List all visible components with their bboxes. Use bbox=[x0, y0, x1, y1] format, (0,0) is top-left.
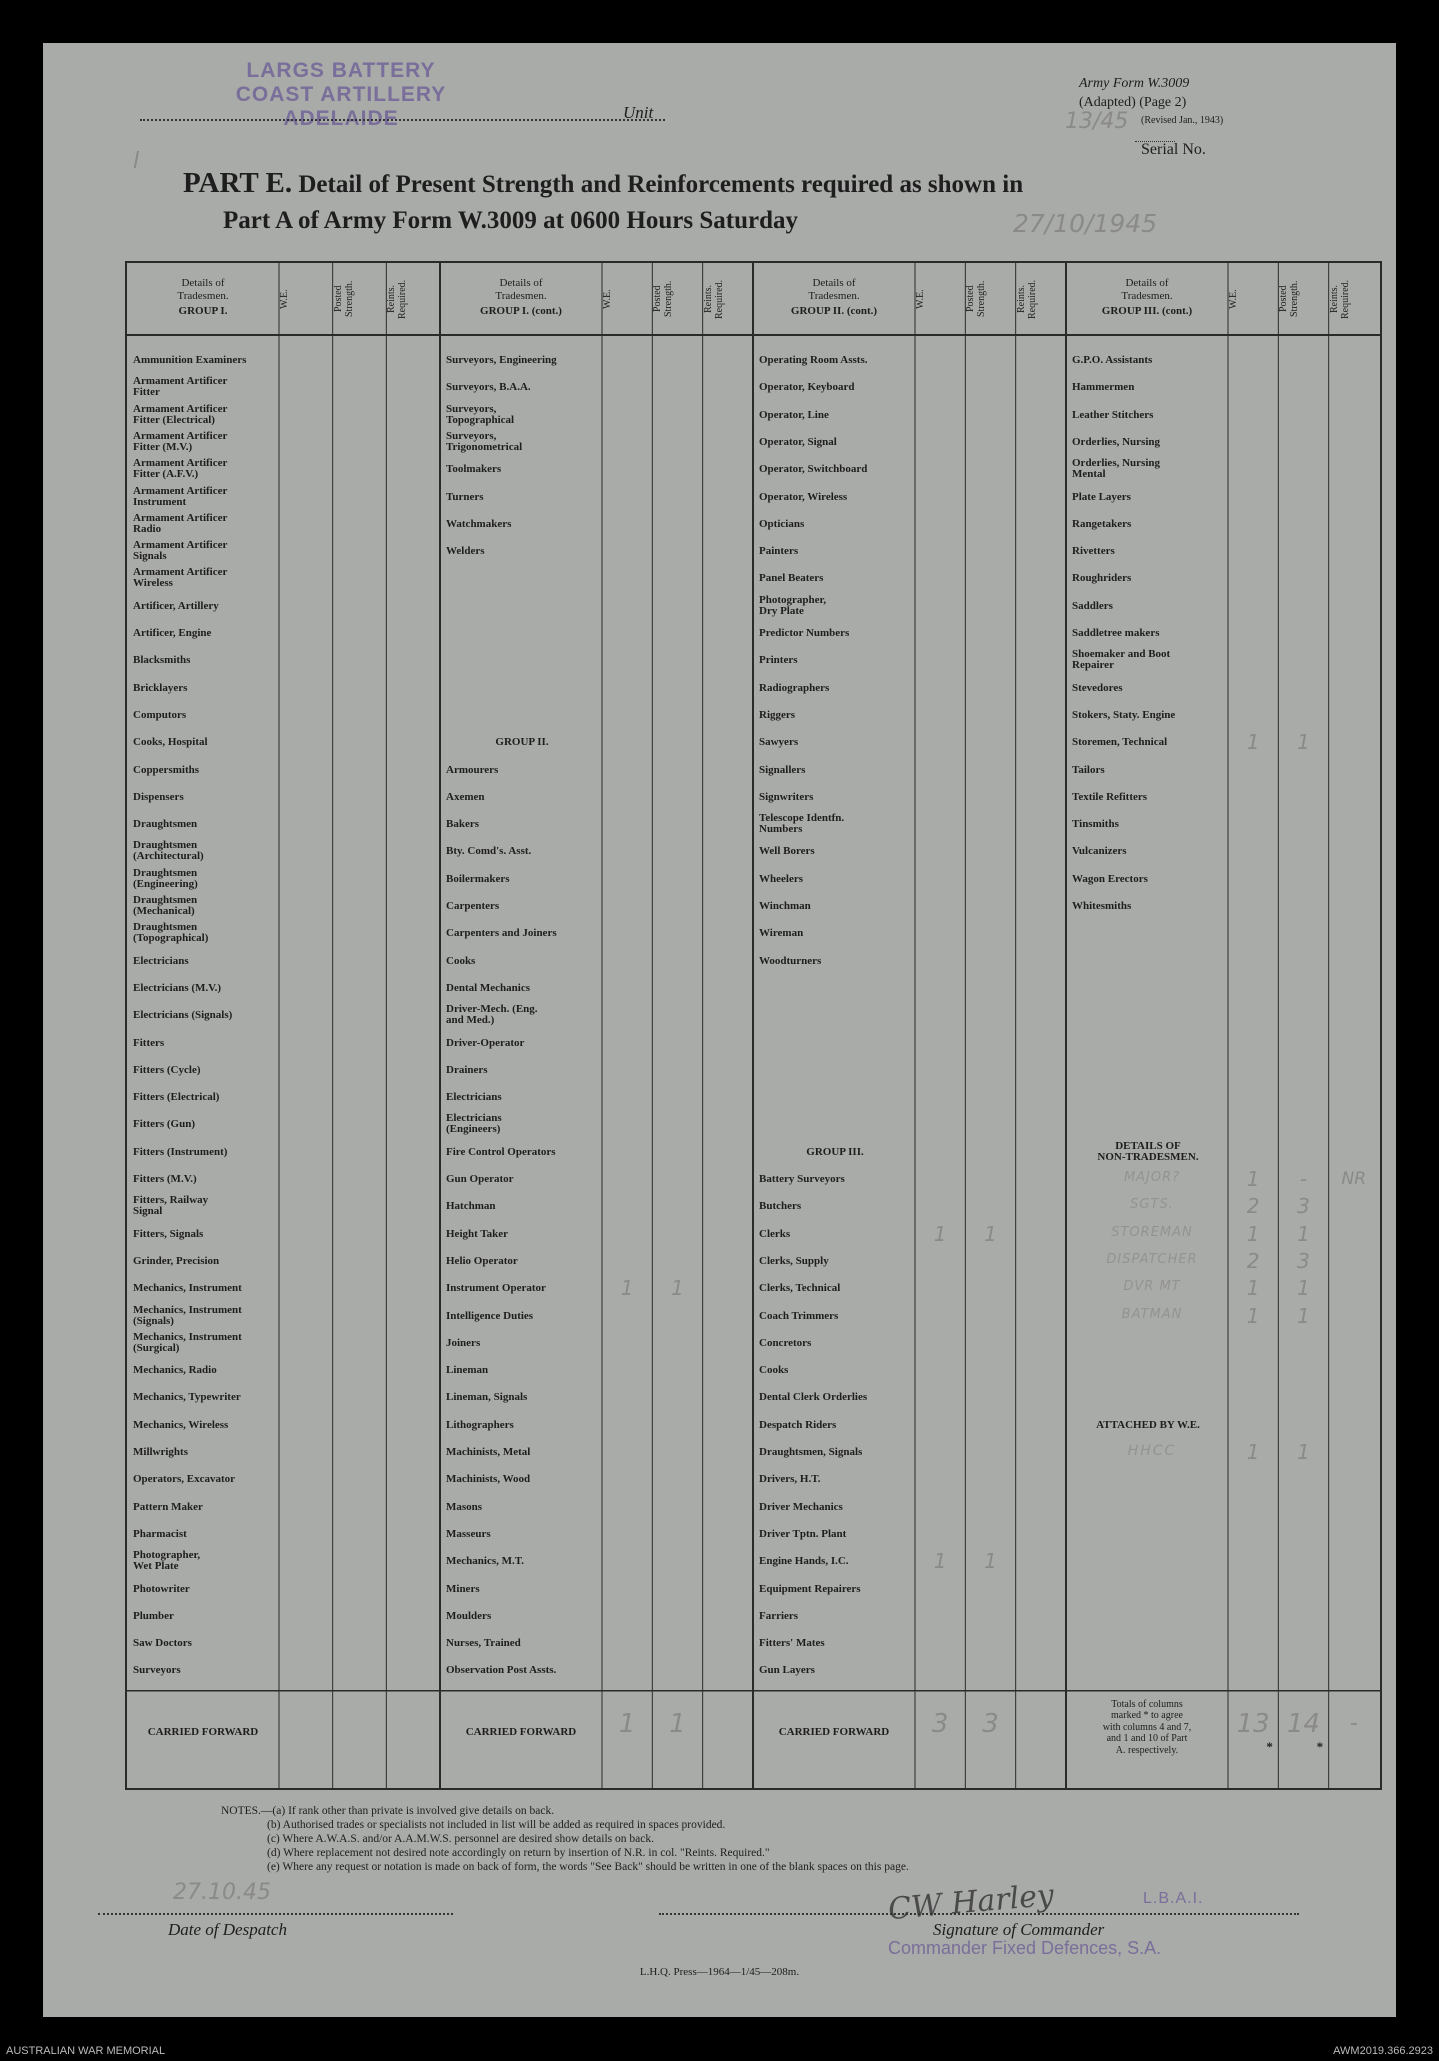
engine-hands-we: 1 bbox=[933, 1549, 947, 1574]
trade-row-label: Drivers, H.T. bbox=[759, 1473, 821, 1486]
trade-row-label: Farriers bbox=[759, 1609, 799, 1622]
group-header-label: GROUP II. (cont.) bbox=[790, 305, 878, 317]
nontradesman-ps: - bbox=[1299, 1167, 1308, 1191]
trade-row-label: Stevedores bbox=[1072, 681, 1123, 694]
signature-label: Signature of Commander bbox=[933, 1920, 1105, 1939]
nontradesman-name: MAJOR? bbox=[1123, 1170, 1181, 1185]
trade-row-label: Fitters (Electrical) bbox=[133, 1091, 220, 1104]
cf-group1-ps: 1 bbox=[669, 1708, 686, 1739]
despatch-line bbox=[98, 1913, 453, 1915]
trade-row-label: Artificer, Engine bbox=[133, 627, 212, 639]
trade-row-label: Surveyors bbox=[133, 1664, 181, 1677]
trade-row-label: Bricklayers bbox=[133, 681, 188, 694]
column-header-reints: Reints. Required. bbox=[702, 279, 725, 319]
nontradesman-ps: 1 bbox=[1297, 1221, 1310, 1246]
trade-row-label: Signwriters bbox=[759, 790, 814, 803]
trade-row-label: Draughtsmen bbox=[133, 818, 198, 831]
trade-row-label: Opticians bbox=[759, 517, 805, 530]
trade-row-label: Draughtsmen (Topographical) bbox=[133, 921, 209, 945]
trade-row-label: Miners bbox=[446, 1582, 480, 1595]
trade-row-label: Photographer, Wet Plate bbox=[133, 1549, 201, 1573]
trade-row-label: Dental Mechanics bbox=[446, 981, 531, 994]
instrument-operator-we: 1 bbox=[620, 1276, 634, 1301]
trade-row-label: Operator, Signal bbox=[759, 435, 837, 448]
trade-row-label: Observation Post Assts. bbox=[446, 1664, 557, 1677]
archive-left: AUSTRALIAN WAR MEMORIAL bbox=[6, 2045, 166, 2057]
serial-value: 13/45 bbox=[1065, 109, 1129, 134]
trade-row-label: Saddletree makers bbox=[1072, 627, 1160, 639]
trade-row-label: Surveyors, Trigonometrical bbox=[446, 429, 523, 453]
trade-row-label: Lineman bbox=[446, 1364, 489, 1377]
cf-group3-reints: - bbox=[1349, 1710, 1358, 1736]
cf-group3-we: 13 bbox=[1236, 1708, 1270, 1739]
attached-name: HHCC bbox=[1127, 1443, 1177, 1459]
trade-header-label: Details of Tradesmen. bbox=[1121, 277, 1173, 302]
clerks-ps: 1 bbox=[984, 1221, 997, 1246]
column-header-trade bbox=[440, 277, 602, 318]
trade-row-label: Blacksmiths bbox=[133, 654, 191, 667]
trade-row-label: Bty. Comd's. Asst. bbox=[446, 845, 532, 858]
trade-row-label: Plate Layers bbox=[1072, 490, 1131, 503]
trade-row-label: Coach Trimmers bbox=[759, 1309, 839, 1322]
clerks-we: 1 bbox=[933, 1221, 947, 1246]
trade-row-label: Coppersmiths bbox=[133, 763, 200, 776]
title-line2 bbox=[223, 207, 798, 235]
trade-row-label: Orderlies, Nursing bbox=[1072, 435, 1160, 448]
trade-row-label: Grinder, Precision bbox=[133, 1254, 220, 1267]
trade-row-label: Signallers bbox=[759, 763, 806, 776]
trade-row-label: Tinsmiths bbox=[1072, 818, 1119, 831]
trade-row-label: Armourers bbox=[446, 763, 499, 776]
signature-line bbox=[659, 1913, 1299, 1915]
trade-row-label: Hatchman bbox=[446, 1200, 496, 1213]
note-b: (b) Authorised trades or specialists not included in list will be added as required in spaces provided. bbox=[267, 1819, 726, 1831]
trade-row-label: Rangetakers bbox=[1072, 517, 1132, 530]
attached-we: 1 bbox=[1246, 1440, 1260, 1464]
trade-row-label: Battery Surveyors bbox=[759, 1173, 845, 1185]
trade-header-label: Details of Tradesmen. bbox=[495, 277, 547, 302]
trade-row-label: Surveyors, Engineering bbox=[446, 354, 557, 366]
archive-right: AWM2019.366.2923 bbox=[1333, 2045, 1433, 2057]
trade-row-label: Riggers bbox=[759, 708, 796, 721]
storemen-ps: 1 bbox=[1297, 730, 1310, 755]
trade-row-label: Artificer, Artillery bbox=[133, 599, 219, 612]
trade-row-label: Engine Hands, I.C. bbox=[759, 1555, 849, 1568]
trade-row-label: Boilermakers bbox=[446, 872, 510, 885]
trade-row-label: Fitters, Railway Signal bbox=[133, 1194, 209, 1218]
nontradesman-ps: 3 bbox=[1297, 1194, 1310, 1219]
trade-row-label: Draughtsmen (Architectural) bbox=[133, 839, 204, 863]
group-header-label: GROUP I. bbox=[178, 305, 228, 317]
trade-row-label: Operator, Line bbox=[759, 408, 829, 421]
cf-group2-we: 3 bbox=[931, 1708, 949, 1739]
nontradesman-ps: 1 bbox=[1297, 1303, 1310, 1328]
trade-row-label: Masons bbox=[446, 1500, 483, 1513]
trade-row-label: Bakers bbox=[446, 818, 479, 831]
trade-row-label: Clerks, Supply bbox=[759, 1254, 829, 1267]
trade-row-label: Tailors bbox=[1072, 763, 1105, 776]
title-text-1: Detail of Present Strength and Reinforcements required as shown in bbox=[298, 171, 1024, 198]
trade-row-label: Fitters (Gun) bbox=[133, 1118, 196, 1131]
trade-row-label: Operator, Wireless bbox=[759, 490, 848, 503]
trade-header-label: Details of Tradesmen. bbox=[177, 277, 229, 302]
trade-row-label: G.P.O. Assistants bbox=[1072, 354, 1153, 366]
strength-table bbox=[125, 261, 1382, 1790]
nontradesman-ps: 1 bbox=[1297, 1276, 1310, 1301]
trade-row-label: Dispensers bbox=[133, 790, 184, 803]
trade-row-label: Stokers, Staty. Engine bbox=[1072, 708, 1176, 721]
trade-row-label: Surveyors, Topographical bbox=[446, 402, 515, 426]
trade-row-label: Drainers bbox=[446, 1063, 488, 1076]
form-adapted: (Adapted) (Page 2) bbox=[1079, 95, 1187, 110]
trade-row-label: Machinists, Metal bbox=[446, 1446, 531, 1458]
trade-row-label: ATTACHED BY W.E. bbox=[1096, 1418, 1200, 1431]
trade-row-label: Axemen bbox=[446, 790, 485, 803]
trade-row-label: Radiographers bbox=[759, 681, 830, 694]
trade-row-label: Armament Artificer Wireless bbox=[133, 566, 228, 590]
engine-hands-ps: 1 bbox=[984, 1549, 997, 1574]
trade-row-label: Draughtsmen, Signals bbox=[759, 1446, 863, 1458]
attached-ps: 1 bbox=[1297, 1440, 1310, 1464]
commander-stamp-line2: Commander Fixed Defences, S.A. bbox=[888, 1938, 1162, 1958]
trade-row-label: Armament Artificer Instrument bbox=[133, 484, 228, 508]
trade-row-label: Surveyors, B.A.A. bbox=[446, 381, 531, 394]
form-name: Army Form W.3009 bbox=[1079, 76, 1190, 91]
trade-row-label: Fitters, Signals bbox=[133, 1227, 204, 1240]
title-text-2: Part A of Army Form W.3009 at 0600 Hours Saturday bbox=[223, 207, 798, 234]
trade-row-label: Computors bbox=[133, 708, 187, 721]
column-header-we: W.E. bbox=[1228, 289, 1239, 309]
trade-row-label: Electricians (Engineers) bbox=[446, 1112, 502, 1136]
trade-row-label: Concretors bbox=[759, 1336, 812, 1349]
trade-row-label: Millwrights bbox=[133, 1446, 188, 1458]
cf-group1-we: 1 bbox=[618, 1708, 636, 1739]
trade-row-label: Height Taker bbox=[446, 1227, 509, 1240]
trade-row-label: Wagon Erectors bbox=[1072, 872, 1148, 885]
trade-row-label: Storemen, Technical bbox=[1072, 736, 1168, 749]
nontradesman-ps: 3 bbox=[1297, 1248, 1310, 1273]
trade-row-label: Pharmacist bbox=[133, 1527, 187, 1540]
nontradesman-we: 2 bbox=[1246, 1194, 1260, 1219]
trade-row-label: Cooks bbox=[759, 1364, 789, 1377]
carried-forward-label: CARRIED FORWARD bbox=[147, 1725, 259, 1738]
trade-row-label: Rivetters bbox=[1072, 545, 1115, 558]
trade-row-label: Telescope Identfn. Numbers bbox=[759, 812, 845, 836]
total-asterisk: * bbox=[1316, 1738, 1324, 1754]
trade-row-label: Gun Operator bbox=[446, 1173, 514, 1185]
group-header-label: GROUP I. (cont.) bbox=[480, 305, 562, 317]
trade-row-label: GROUP III. bbox=[806, 1145, 864, 1158]
trade-row-label: Pattern Maker bbox=[133, 1500, 203, 1513]
title-line1 bbox=[183, 167, 1023, 200]
trade-row-label: Carpenters bbox=[446, 900, 500, 912]
trade-row-label: Winchman bbox=[759, 900, 811, 912]
trade-row-label: Moulders bbox=[446, 1609, 492, 1622]
trade-row-label: Equipment Repairers bbox=[759, 1582, 861, 1595]
trade-header-label: Details of Tradesmen. bbox=[808, 277, 860, 302]
trade-row-label: Orderlies, Nursing Mental bbox=[1072, 457, 1160, 481]
trade-row-label: Armament Artificer Fitter (A.F.V.) bbox=[133, 457, 228, 481]
trade-row-label: Fitters (Cycle) bbox=[133, 1063, 201, 1076]
title-date bbox=[1013, 209, 1157, 239]
column-header-we: W.E. bbox=[915, 289, 926, 309]
trade-row-label: Printers bbox=[759, 654, 798, 667]
unit-stamp-line1: LARGS BATTERY bbox=[246, 59, 436, 82]
margin-mark: l bbox=[133, 149, 140, 174]
column-header-posted: Posted Strength. bbox=[1278, 280, 1301, 318]
trade-row-label: Mechanics, Instrument bbox=[133, 1282, 242, 1295]
trade-row-label: Draughtsmen (Engineering) bbox=[133, 866, 198, 890]
trade-row-label: Mechanics, Wireless bbox=[133, 1418, 229, 1431]
nontradesman-we: 1 bbox=[1246, 1276, 1260, 1301]
trade-row-label: Saddlers bbox=[1072, 599, 1113, 612]
trade-row-label: Wireman bbox=[759, 927, 804, 940]
trade-row-label: Electricians (Signals) bbox=[133, 1009, 233, 1022]
nontradesman-we: 2 bbox=[1246, 1248, 1260, 1273]
trade-row-label: Lithographers bbox=[446, 1418, 514, 1431]
trade-row-label: Operators, Excavator bbox=[133, 1473, 236, 1486]
trade-row-label: Driver-Operator bbox=[446, 1036, 525, 1049]
trade-row-label: Armament Artificer Radio bbox=[133, 511, 228, 535]
note-e: (e) Where any request or notation is made on back of form, the words "See Back" should be written in one of the blank spaces on this page. bbox=[267, 1861, 909, 1873]
trade-row-label: Electricians bbox=[133, 954, 189, 967]
trade-row-label: Fire Control Operators bbox=[446, 1145, 556, 1158]
group-header-label: GROUP III. (cont.) bbox=[1101, 305, 1193, 317]
trade-row-label: Armament Artificer Signals bbox=[133, 539, 228, 563]
note-a: NOTES.—(a) If rank other than private is involved give details on back. bbox=[221, 1805, 555, 1817]
trade-row-label: Driver-Mech. (Eng. and Med.) bbox=[446, 1003, 538, 1027]
commander-stamp-line1: L.B.A.I. bbox=[1143, 1890, 1204, 1907]
trade-row-label: DETAILS OF NON-TRADESMEN. bbox=[1097, 1139, 1199, 1163]
column-header-posted: Posted Strength. bbox=[332, 280, 355, 318]
trade-row-label: Photographer, Dry Plate bbox=[759, 593, 827, 617]
trade-row-label: Shoemaker and Boot Repairer bbox=[1072, 648, 1171, 672]
trade-row-label: Instrument Operator bbox=[446, 1282, 546, 1295]
trade-row-label: Machinists, Wood bbox=[446, 1473, 531, 1486]
column-header-trade bbox=[127, 277, 279, 318]
trade-row-label: Mechanics, M.T. bbox=[446, 1555, 525, 1568]
trade-row-label: Intelligence Duties bbox=[446, 1309, 534, 1322]
trade-row-label: Watchmakers bbox=[446, 517, 512, 530]
column-header-we: W.E. bbox=[602, 289, 613, 309]
serial-label: Serial No. bbox=[1141, 141, 1206, 158]
trade-row-label: Wheelers bbox=[759, 872, 803, 885]
column-header-reints: Reints. Required. bbox=[1015, 279, 1038, 319]
trade-row-label: Roughriders bbox=[1072, 572, 1132, 585]
press-mark: L.H.Q. Press—1964—1/45—208m. bbox=[639, 1966, 800, 1978]
nontradesman-we: 1 bbox=[1246, 1167, 1260, 1191]
cf-group3-ps: 14 bbox=[1286, 1708, 1321, 1739]
trade-row-label: Well Borers bbox=[759, 845, 815, 858]
trade-row-label: Driver Mechanics bbox=[759, 1500, 843, 1513]
trade-row-label: Nurses, Trained bbox=[446, 1637, 521, 1650]
trade-row-label: Draughtsmen (Mechanical) bbox=[133, 894, 198, 917]
notes-block bbox=[221, 1804, 909, 1874]
note-d: (d) Where replacement not desired note accordingly on return by insertion of N.R. in col. "Reints. Required." bbox=[267, 1847, 770, 1859]
trade-row-label: Helio Operator bbox=[446, 1254, 518, 1267]
total-asterisk: * bbox=[1266, 1738, 1273, 1754]
column-header-reints: Reints. Required. bbox=[1328, 279, 1351, 319]
trade-row-label: Operator, Switchboard bbox=[759, 463, 868, 476]
trade-row-label: Predictor Numbers bbox=[759, 627, 850, 639]
trade-row-label: Masseurs bbox=[446, 1527, 491, 1540]
trade-row-label: Armament Artificer Fitter (M.V.) bbox=[133, 429, 228, 453]
column-header-posted: Posted Strength. bbox=[652, 280, 675, 318]
trade-row-label: Photowriter bbox=[133, 1582, 190, 1595]
trade-row-label: Lineman, Signals bbox=[446, 1391, 528, 1404]
despatch-date: 27.10.45 bbox=[173, 1880, 271, 1905]
trade-row-label: Cooks, Hospital bbox=[133, 736, 208, 749]
column-header-trade bbox=[1066, 277, 1228, 318]
trade-row-label: Hammermen bbox=[1072, 381, 1135, 394]
cf-group2-ps: 3 bbox=[982, 1708, 999, 1739]
trade-row-label: Welders bbox=[446, 545, 485, 558]
form-page bbox=[43, 43, 1396, 2017]
trade-row-label: Plumber bbox=[133, 1609, 174, 1622]
trade-row-label: Turners bbox=[446, 490, 484, 503]
trade-row-label: Mechanics, Radio bbox=[133, 1364, 217, 1377]
title-date-value: 27/10/194 bbox=[1013, 209, 1142, 238]
form-revised: (Revised Jan., 1943) bbox=[1141, 115, 1224, 126]
trade-row-label: Leather Stitchers bbox=[1072, 408, 1154, 421]
trade-row-label: GROUP II. bbox=[495, 736, 549, 749]
nontradesman-reints: NR bbox=[1341, 1169, 1367, 1189]
trade-row-label: Whitesmiths bbox=[1072, 900, 1132, 912]
nontradesman-name: DVR MT bbox=[1123, 1279, 1181, 1295]
nontradesman-name: DISPATCHER bbox=[1106, 1251, 1198, 1267]
column-header-posted: Posted Strength. bbox=[965, 280, 988, 318]
trade-row-label: Saw Doctors bbox=[133, 1637, 192, 1650]
commander-signature: CW Harley bbox=[886, 1877, 1056, 1928]
trade-row-label: Painters bbox=[759, 545, 799, 558]
trade-row-label: Carpenters and Joiners bbox=[446, 927, 557, 940]
trade-row-label: Panel Beaters bbox=[759, 572, 824, 585]
column-header-trade bbox=[753, 277, 915, 318]
unit-stamp-line3: ADELAIDE bbox=[283, 107, 399, 130]
nontradesman-name: SGTS. bbox=[1130, 1197, 1174, 1213]
nontradesman-we: 1 bbox=[1246, 1221, 1260, 1246]
trade-row-label: Armament Artificer Fitter bbox=[133, 375, 228, 399]
title-part: PART E. bbox=[183, 167, 293, 199]
trade-row-label: Electricians bbox=[446, 1091, 502, 1104]
totals-note: Totals of columns marked * to agree with columns 4 and 7, and 1 and 10 of Part A. respectively. bbox=[1102, 1698, 1192, 1756]
trade-row-label: Operating Room Assts. bbox=[759, 354, 868, 366]
carried-forward-label: CARRIED FORWARD bbox=[465, 1725, 577, 1738]
trade-row-label: Butchers bbox=[759, 1200, 802, 1213]
unit-label: Unit bbox=[623, 103, 654, 122]
trade-row-label: Fitters (M.V.) bbox=[133, 1173, 197, 1185]
instrument-operator-ps: 1 bbox=[671, 1276, 684, 1301]
storemen-we: 1 bbox=[1246, 730, 1260, 755]
trade-row-label: Toolmakers bbox=[446, 463, 502, 476]
trade-row-label: Fitters bbox=[133, 1036, 165, 1049]
trade-row-label: Woodturners bbox=[759, 954, 822, 967]
carried-forward-label: CARRIED FORWARD bbox=[778, 1725, 890, 1738]
trade-row-label: Sawyers bbox=[759, 736, 799, 749]
trade-row-label: Clerks bbox=[759, 1227, 791, 1240]
despatch-label: Date of Despatch bbox=[168, 1920, 287, 1939]
nontradesman-we: 1 bbox=[1246, 1303, 1260, 1328]
trade-row-label: Despatch Riders bbox=[759, 1418, 837, 1431]
note-c: (c) Where A.W.A.S. and/or A.A.M.W.S. personnel are desired show details on back. bbox=[267, 1833, 654, 1845]
unit-line bbox=[140, 119, 665, 121]
trade-row-label: Cooks bbox=[446, 954, 476, 967]
trade-row-label: Dental Clerk Orderlies bbox=[759, 1391, 868, 1404]
trade-row-label: Gun Layers bbox=[759, 1664, 815, 1677]
column-header-reints: Reints. Required. bbox=[386, 279, 409, 319]
trade-row-label: Joiners bbox=[446, 1336, 481, 1349]
trade-row-label: Textile Refitters bbox=[1072, 790, 1148, 803]
trade-row-label: Vulcanizers bbox=[1072, 845, 1127, 858]
trade-row-label: Mechanics, Instrument (Signals) bbox=[133, 1303, 242, 1327]
trade-row-label: Ammunition Examiners bbox=[133, 354, 247, 366]
trade-row-label: Clerks, Technical bbox=[759, 1282, 841, 1295]
trade-row-label: Operator, Keyboard bbox=[759, 381, 855, 394]
trade-row-label: Driver Tptn. Plant bbox=[759, 1527, 847, 1540]
nontradesman-name: STOREMAN bbox=[1111, 1224, 1193, 1240]
trade-row-label: Fitters (Instrument) bbox=[133, 1145, 228, 1158]
nontradesman-name: BATMAN bbox=[1121, 1306, 1183, 1322]
trade-row-label: Electricians (M.V.) bbox=[133, 981, 222, 994]
trade-row-label: Fitters' Mates bbox=[759, 1637, 825, 1650]
trade-row-label: Armament Artificer Fitter (Electrical) bbox=[133, 402, 228, 426]
trade-row-label: Mechanics, Instrument (Surgical) bbox=[133, 1330, 242, 1354]
unit-stamp-line2: COAST ARTILLERY bbox=[235, 83, 447, 106]
trade-row-label: Mechanics, Typewriter bbox=[133, 1391, 241, 1404]
column-header-we: W.E. bbox=[279, 289, 290, 309]
title-year-digit: 5 bbox=[1141, 209, 1158, 238]
